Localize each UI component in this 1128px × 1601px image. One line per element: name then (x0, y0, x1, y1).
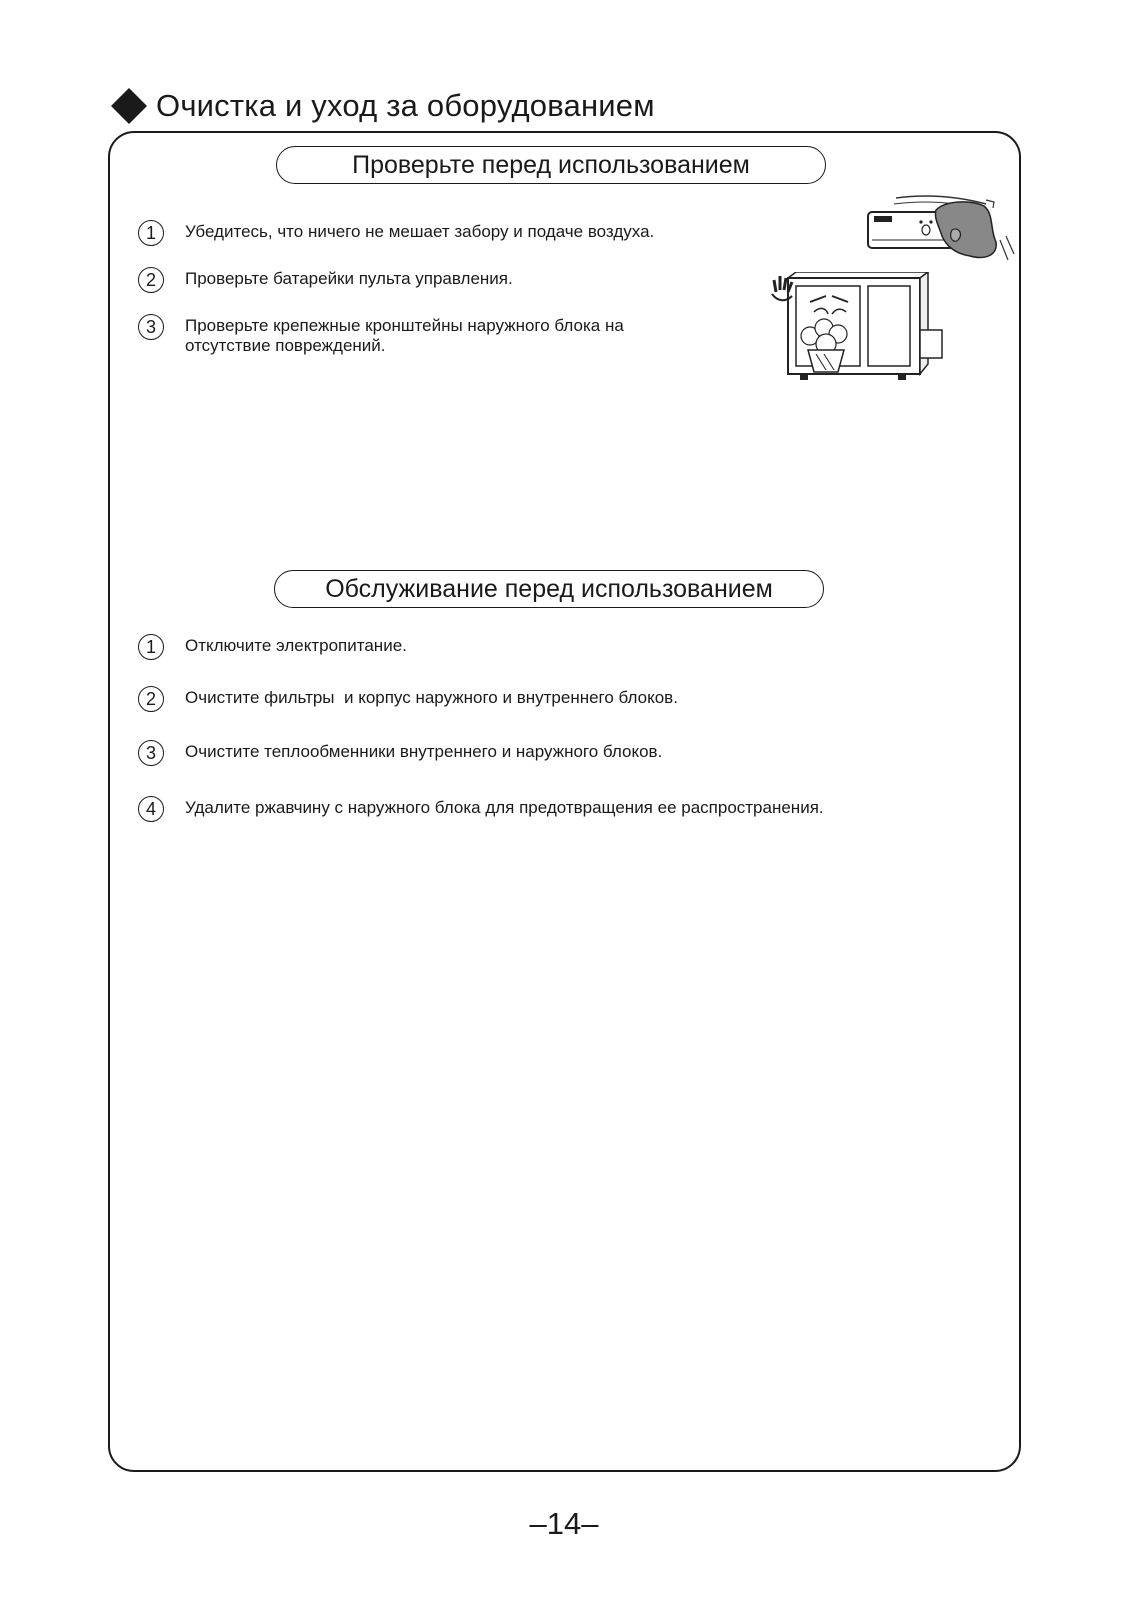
maintenance-item-1 (138, 636, 407, 660)
section-check-title: Проверьте перед использованием (276, 146, 826, 184)
check-item-3 (138, 316, 705, 356)
section-maintenance-title: Обслуживание перед использованием (274, 570, 824, 608)
item-text: Очистите теплообменники внутреннего и наружного блоков. (185, 742, 663, 761)
page-title: Очистка и уход за оборудованием (156, 88, 655, 123)
diamond-icon (110, 87, 148, 125)
maintenance-item-4 (138, 798, 824, 822)
indoor-unit-illustration (866, 190, 1016, 270)
item-text: Проверьте батарейки пульта управления. (185, 269, 513, 288)
item-text: Удалите ржавчину с наружного блока для предотвращения ее распространения. (185, 798, 824, 817)
page-number: –14– (529, 1506, 599, 1541)
page-heading (110, 86, 655, 126)
item-number: 4 (138, 796, 164, 822)
maintenance-item-2 (138, 688, 678, 712)
item-number: 3 (138, 740, 164, 766)
item-text: Проверьте крепежные кронштейны наружного блока на отсутствие повреждений. (185, 316, 624, 355)
maintenance-item-3 (138, 742, 662, 766)
item-number: 3 (138, 314, 164, 340)
item-number: 2 (138, 267, 164, 293)
check-item-1 (138, 222, 654, 246)
item-text: Очистите фильтры и корпус наружного и внутреннего блоков. (185, 688, 678, 707)
item-text: Отключите электропитание. (185, 636, 407, 655)
outdoor-unit-illustration (770, 272, 946, 384)
item-text: Убедитесь, что ничего не мешает забору и подаче воздуха. (185, 222, 655, 241)
check-item-2 (138, 269, 513, 293)
item-number: 1 (138, 634, 164, 660)
item-number: 2 (138, 686, 164, 712)
item-number: 1 (138, 220, 164, 246)
